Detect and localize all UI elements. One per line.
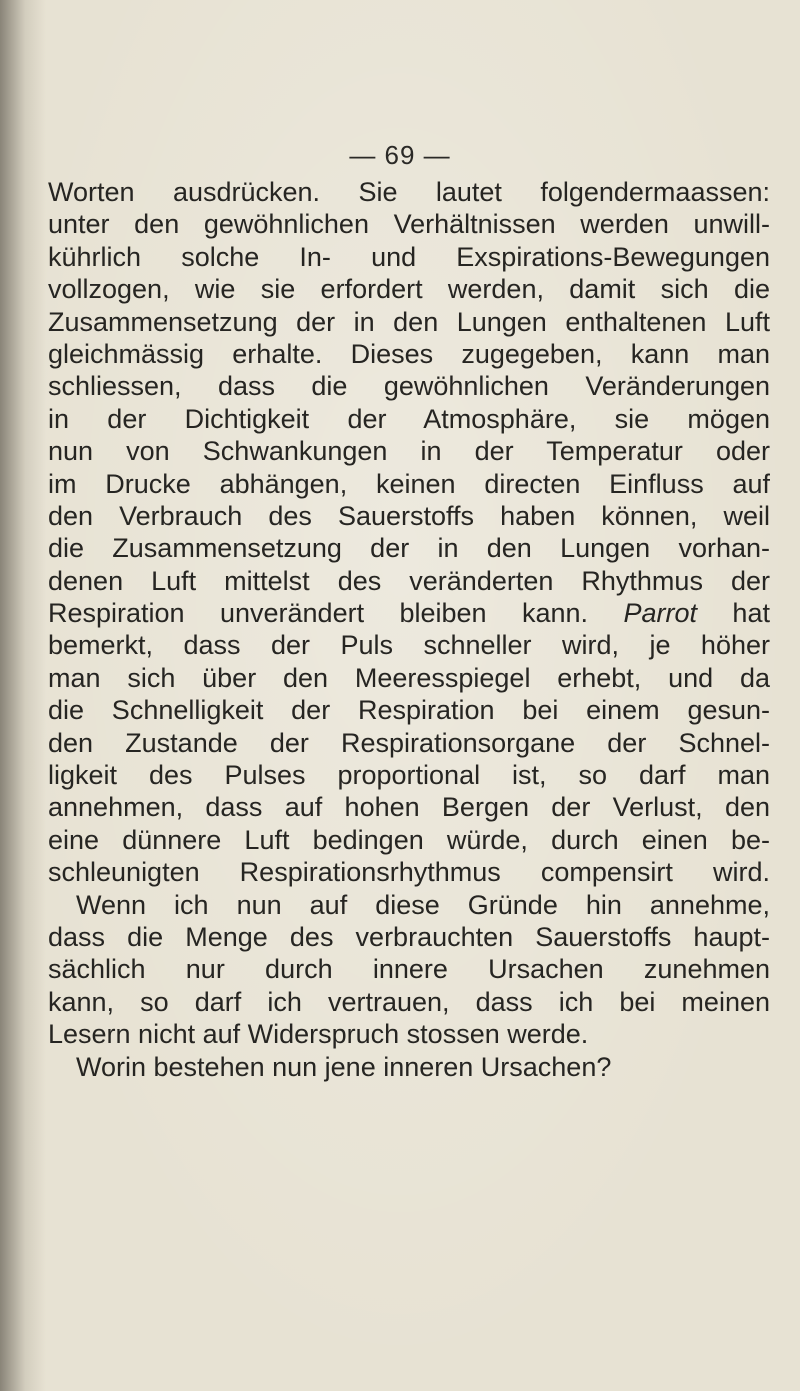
text-line: kann, so darf ich vertrauen, dass ich bei meinen [48,986,770,1017]
text-line: dass die Menge des verbrauchten Sauerstoffs haupt- [48,921,770,952]
text-line: ligkeit des Pulses proportional ist, so darf man [48,760,770,791]
binding-shadow [0,0,46,1391]
text-line: den Zustande der Respirationsorgane der Schnel- [48,727,770,758]
text-line-with-name [48,597,770,629]
text-line: sächlich nur durch innere Ursachen zunehmen [48,954,770,985]
text-line: annehmen, dass auf hohen Bergen der Verlust, den [48,792,770,823]
text-line: kührlich solche In- und Exspirations-Bewegungen [48,241,770,272]
paragraph-start-line: Wenn ich nun auf diese Gründe hin annehme, [76,889,770,920]
text-line: schliessen, dass die gewöhnlichen Veränderungen [48,371,770,402]
text-line: schleunigten Respirationsrhythmus compensirt wird. [48,857,770,888]
text-line: vollzogen, wie sie erfordert werden, damit sich die [48,274,770,305]
text-line: im Drucke abhängen, keinen directen Einfluss auf [48,468,770,499]
text-line: in der Dichtigkeit der Atmosphäre, sie mögen [48,403,770,434]
text-fragment: Respiration unverändert bleiben kann. [48,598,589,629]
page-number: — 69 — [349,140,451,170]
text-line: eine dünnere Luft bedingen würde, durch einen be- [48,824,770,855]
text-line: bemerkt, dass der Puls schneller wird, je höher [48,630,770,661]
text-line: Lesern nicht auf Widerspruch stossen werde. [48,1019,589,1050]
text-line: Worten ausdrücken. Sie lautet folgendermaassen: [48,177,770,207]
person-name-parrot: Parrot [623,598,697,629]
text-line: denen Luft mittelst des veränderten Rhythmus der [48,565,770,596]
text-line: gleichmässig erhalte. Dieses zugegeben, kann man [48,338,770,369]
text-line: die Zusammensetzung der in den Lungen vorhan- [48,533,770,564]
paragraph-start-line: Worin bestehen nun jene inneren Ursachen? [76,1051,612,1082]
text-line: unter den gewöhnlichen Verhältnissen werden unwill- [48,209,770,240]
body-text [48,176,770,1083]
text-line: den Verbrauch des Sauerstoffs haben können, weil [48,500,770,531]
text-fragment: hat [732,598,770,629]
text-line: die Schnelligkeit der Respiration bei einem gesun- [48,695,770,726]
text-line: Zusammensetzung der in den Lungen enthaltenen Luft [48,306,770,337]
text-line: man sich über den Meeresspiegel erhebt, und da [48,662,770,693]
text-line: nun von Schwankungen in der Temperatur oder [48,436,770,467]
